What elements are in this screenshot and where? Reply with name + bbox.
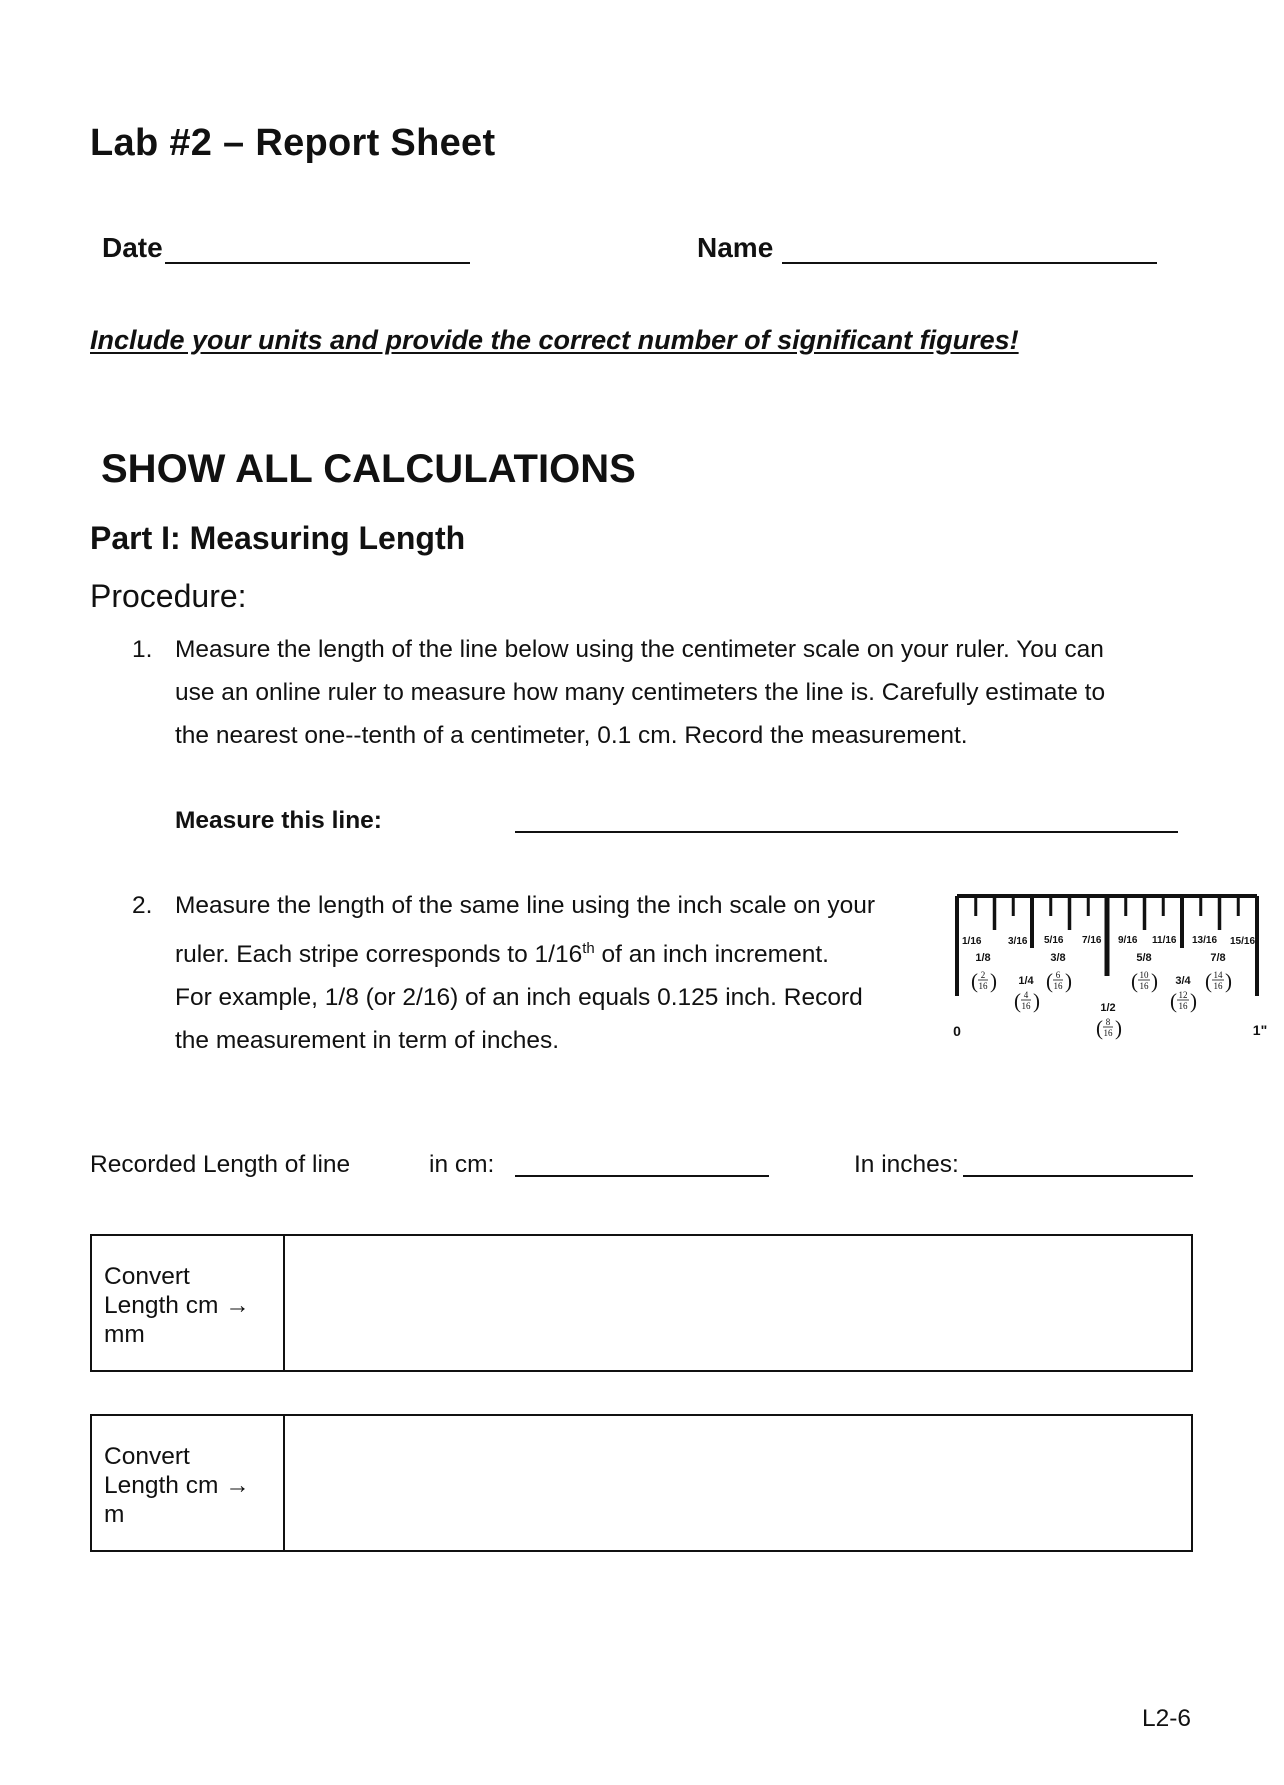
ruler-label-sixteenth: 5/16	[1044, 935, 1064, 946]
conversion-label	[92, 1236, 283, 1349]
fraction-paren: (	[971, 969, 978, 993]
inches-label: In inches:	[854, 1151, 959, 1178]
fraction-numerator: 6	[1055, 970, 1061, 980]
step-1-line: Measure the length of the line below using the centimeter scale on your ruler. You can	[175, 636, 1104, 663]
conversion-box-m	[90, 1414, 1193, 1552]
date-label: Date	[102, 232, 163, 263]
fraction-numerator: 10	[1139, 970, 1149, 980]
fraction-denominator: 16	[1053, 981, 1063, 991]
conversion-label-line: Length cm →	[104, 1472, 250, 1499]
ruler-label-eighth: 3/8	[1050, 952, 1066, 964]
cm-answer-field[interactable]	[515, 1175, 769, 1177]
fraction-denominator: 16	[1213, 981, 1223, 991]
step-number: 1.	[132, 636, 153, 663]
ruler-zero-label: 0	[953, 1023, 961, 1039]
ruler-label-sixteenth: 11/16	[1152, 935, 1177, 946]
fraction-14-16	[1205, 969, 1232, 993]
ruler-ticks	[957, 896, 1257, 996]
fraction-paren: )	[1065, 969, 1072, 993]
date-field[interactable]	[165, 262, 470, 264]
fraction-paren: )	[1190, 989, 1197, 1013]
step-number: 2.	[132, 892, 153, 919]
conversion-label-cell	[92, 1416, 285, 1550]
step-2-superscript: th	[582, 940, 595, 957]
fraction-numerator: 4	[1023, 990, 1029, 1000]
inch-ruler-figure	[940, 888, 1280, 1058]
conversion-box-mm	[90, 1234, 1193, 1372]
step-2-line: For example, 1/8 (or 2/16) of an inch equals 0.125 inch. Record	[175, 984, 863, 1012]
conversion-answer-area[interactable]	[287, 1236, 1191, 1370]
fraction-10-16	[1131, 969, 1158, 993]
fraction-paren: (	[1014, 989, 1021, 1013]
fraction-denominator: 16	[1139, 981, 1149, 991]
fraction-denominator: 16	[1021, 1001, 1031, 1011]
step-1-text	[175, 628, 1175, 757]
recorded-length-label: Recorded Length of line	[90, 1151, 351, 1178]
name-label: Name	[697, 232, 774, 263]
fraction-denominator: 16	[1178, 1001, 1188, 1011]
fraction-numerator: 12	[1178, 990, 1188, 1000]
step-2-text	[175, 884, 935, 1062]
fraction-paren: (	[1170, 989, 1177, 1013]
measure-line	[515, 831, 1178, 833]
fraction-4-16	[1014, 989, 1040, 1013]
step-2-line: Measure the length of the same line using the inch scale on your	[175, 892, 876, 919]
name-field[interactable]	[782, 262, 1157, 264]
part-title: Part I: Measuring Length	[90, 520, 466, 556]
step-2-line-post: of an inch increment.	[594, 941, 829, 969]
step-1-line: use an online ruler to measure how many centimeters the line is. Carefully estimate to	[175, 679, 1106, 706]
ruler-label-sixteenth: 13/16	[1192, 935, 1218, 946]
fraction-numerator: 2	[980, 970, 986, 980]
fraction-paren: )	[1225, 969, 1232, 993]
conversion-label-line: Length cm →	[104, 1292, 250, 1319]
conversion-answer-area[interactable]	[287, 1416, 1191, 1550]
fraction-paren: )	[990, 969, 997, 993]
conversion-label-line: m	[104, 1501, 125, 1528]
measure-line-label: Measure this line:	[175, 807, 382, 834]
fraction-2-16	[971, 969, 997, 993]
fraction-denominator: 16	[1103, 1028, 1113, 1038]
ruler-label-sixteenth: 3/16	[1008, 936, 1028, 947]
ruler-label-eighth: 7/8	[1210, 952, 1226, 964]
fraction-numerator: 14	[1213, 970, 1223, 980]
cm-label: in cm:	[429, 1151, 495, 1178]
fraction-paren: (	[1205, 969, 1212, 993]
step-1-line: the nearest one--tenth of a centimeter, 0.1 cm. Record the measurement.	[175, 722, 968, 749]
fraction-numerator: 8	[1105, 1017, 1111, 1027]
fraction-paren: )	[1033, 989, 1040, 1013]
fraction-paren: (	[1131, 969, 1138, 993]
conversion-label-line: Convert	[104, 1263, 190, 1290]
fraction-12-16	[1170, 989, 1197, 1013]
page-title: Lab #2 – Report Sheet	[90, 122, 496, 164]
inches-answer-field[interactable]	[963, 1175, 1193, 1177]
conversion-label	[92, 1416, 283, 1529]
ruler-label-sixteenth: 9/16	[1118, 935, 1138, 946]
ruler-one-inch-label: 1"	[1252, 1022, 1268, 1038]
conversion-label-line: mm	[104, 1321, 145, 1348]
step-2-line	[175, 927, 935, 976]
ruler-label-sixteenth: 15/16	[1230, 936, 1256, 947]
show-all-heading: SHOW ALL CALCULATIONS	[101, 447, 636, 491]
ruler-label-quarter: 3/4	[1175, 975, 1191, 987]
ruler-label-sixteenth: 7/16	[1082, 935, 1102, 946]
ruler-label-eighth: 5/8	[1136, 952, 1152, 964]
fraction-denominator: 16	[978, 981, 988, 991]
conversion-label-cell	[92, 1236, 285, 1370]
fraction-paren: (	[1096, 1016, 1103, 1040]
step-2-line-pre: ruler. Each stripe corresponds to 1/16	[175, 941, 583, 969]
page-number: L2-6	[1141, 1705, 1191, 1732]
fraction-paren: )	[1115, 1016, 1122, 1040]
conversion-label-line: Convert	[104, 1443, 190, 1470]
instruction-text: Include your units and provide the correct number of significant figures!	[90, 325, 1019, 355]
ruler-label-eighth: 1/8	[975, 952, 991, 964]
ruler-label-sixteenth: 1/16	[962, 936, 982, 947]
fraction-6-16	[1046, 969, 1072, 993]
fraction-8-16	[1096, 1016, 1122, 1040]
procedure-label: Procedure:	[90, 578, 247, 614]
ruler-label-half: 1/2	[1100, 1002, 1116, 1014]
step-2-line: the measurement in term of inches.	[175, 1027, 560, 1055]
ruler-label-quarter: 1/4	[1018, 975, 1034, 987]
fraction-paren: (	[1046, 969, 1053, 993]
fraction-paren: )	[1151, 969, 1158, 993]
